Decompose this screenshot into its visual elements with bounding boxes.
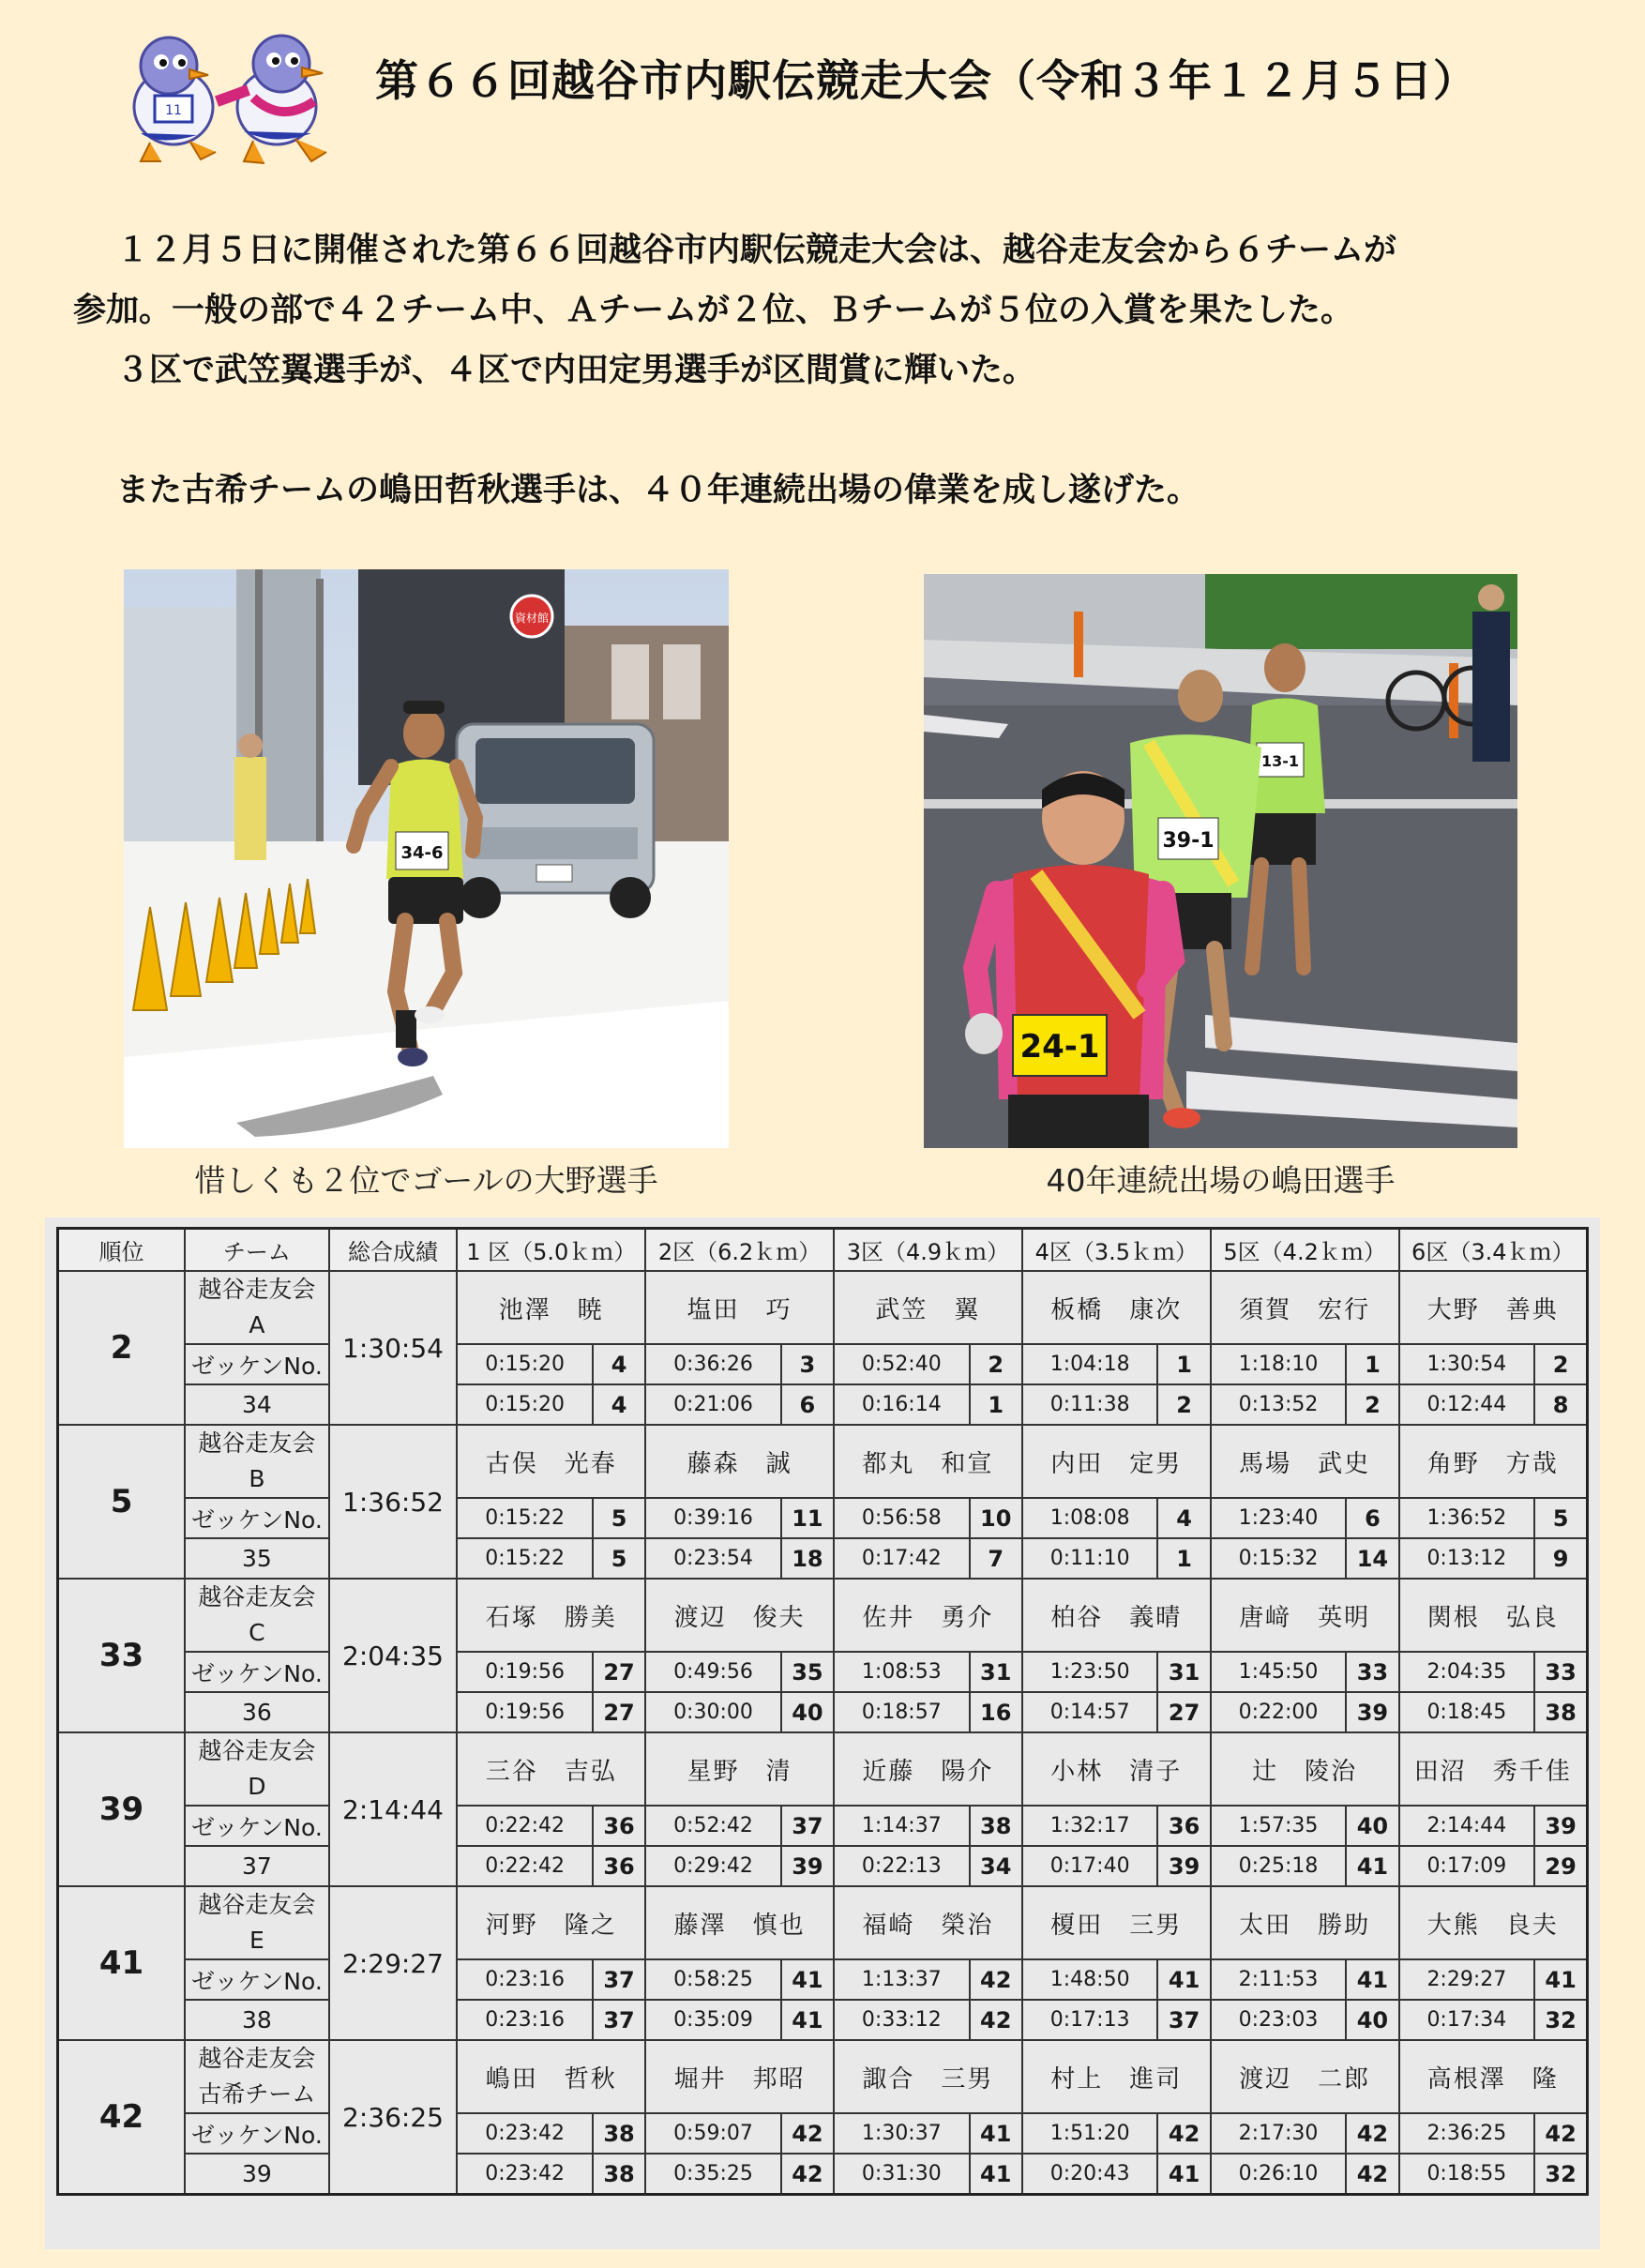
cumulative-position: 41 xyxy=(1157,1959,1210,2000)
runner-name: 板橋 康次 xyxy=(1022,1271,1211,1344)
cumulative-position: 37 xyxy=(593,1959,645,2000)
lap-position: 39 xyxy=(781,1846,834,1886)
team-runner-row xyxy=(58,2040,1588,2113)
cumulative-position: 1 xyxy=(1346,1344,1398,1384)
lap-position: 40 xyxy=(1346,2000,1398,2040)
cumulative-position: 33 xyxy=(1534,1652,1587,1692)
article-body xyxy=(73,220,1592,521)
cumulative-position: 31 xyxy=(970,1652,1022,1692)
article-line-4: また古希チームの嶋田哲秋選手は、４０年連続出場の偉業を成し遂げた。 xyxy=(116,472,1200,509)
cumulative-time: 0:49:56 xyxy=(645,1652,781,1692)
runner-name: 榎田 三男 xyxy=(1022,1886,1211,1959)
cumulative-position: 41 xyxy=(1346,1959,1398,2000)
team-name-cell xyxy=(185,1271,329,1344)
mascot-illustration xyxy=(103,21,347,171)
lap-time: 0:17:42 xyxy=(834,1538,970,1579)
runner-name: 柏谷 義晴 xyxy=(1022,1579,1211,1652)
lap-time: 0:17:34 xyxy=(1399,2000,1535,2040)
lap-position: 18 xyxy=(781,1538,834,1579)
team-name-cell xyxy=(185,1425,329,1498)
lap-time: 0:18:55 xyxy=(1399,2154,1535,2195)
lap-position: 41 xyxy=(1346,1846,1398,1886)
team-total-time: 2:04:35 xyxy=(329,1579,458,1732)
team-name-cell xyxy=(185,1732,329,1806)
runner-name: 高根澤 隆 xyxy=(1399,2040,1588,2113)
lap-time: 0:13:52 xyxy=(1211,1384,1347,1425)
lap-position: 39 xyxy=(1346,1692,1398,1732)
cumulative-split-row xyxy=(58,1806,1588,1846)
zekken-number: 34 xyxy=(185,1384,329,1425)
cumulative-position: 40 xyxy=(1346,1806,1398,1846)
right-photo-bib3: 13-1 xyxy=(1260,752,1300,770)
lap-time: 0:30:00 xyxy=(645,1692,781,1732)
lap-position: 38 xyxy=(593,2154,645,2195)
header-leg-5: 5区（4.2ｋｍ） xyxy=(1211,1229,1399,1272)
runner-name: 石塚 勝美 xyxy=(457,1579,645,1652)
lap-split-row xyxy=(58,2154,1588,2195)
lap-split-row xyxy=(58,1846,1588,1886)
cumulative-split-row xyxy=(58,1652,1588,1692)
lap-time: 0:14:57 xyxy=(1022,1692,1158,1732)
header-total: 総合成績 xyxy=(329,1229,458,1272)
cumulative-position: 11 xyxy=(781,1498,834,1538)
team-label: D xyxy=(248,1773,266,1800)
lap-split-row xyxy=(58,2000,1588,2040)
cumulative-position: 2 xyxy=(1534,1344,1587,1384)
zekken-label: ゼッケンNo. xyxy=(185,1959,329,2000)
lap-time: 0:23:03 xyxy=(1211,2000,1347,2040)
lap-position: 2 xyxy=(1346,1384,1398,1425)
cumulative-position: 4 xyxy=(1157,1498,1210,1538)
photo-ono-runner xyxy=(124,569,729,1148)
runner-name: 大野 善典 xyxy=(1399,1271,1588,1344)
team-club: 越谷走友会 xyxy=(198,2045,316,2072)
cumulative-position: 42 xyxy=(1534,2113,1587,2154)
cumulative-time: 1:45:50 xyxy=(1211,1652,1347,1692)
cumulative-time: 1:48:50 xyxy=(1022,1959,1158,2000)
cumulative-time: 2:17:30 xyxy=(1211,2113,1347,2154)
cumulative-time: 1:04:18 xyxy=(1022,1344,1158,1384)
cumulative-position: 38 xyxy=(593,2113,645,2154)
team-club: 越谷走友会 xyxy=(198,1737,316,1764)
team-total-time: 2:36:25 xyxy=(329,2040,458,2195)
results-table-container xyxy=(45,1217,1600,2249)
team-rank: 42 xyxy=(58,2040,186,2195)
runner-name: 河野 隆之 xyxy=(457,1886,645,1959)
team-rank: 33 xyxy=(58,1579,186,1732)
lap-position: 6 xyxy=(781,1384,834,1425)
zekken-label: ゼッケンNo. xyxy=(185,1806,329,1846)
cumulative-time: 1:30:54 xyxy=(1399,1344,1535,1384)
runner-name: 村上 進司 xyxy=(1022,2040,1211,2113)
header-leg-4: 4区（3.5ｋｍ） xyxy=(1022,1229,1211,1272)
runner-name: 渡辺 二郎 xyxy=(1211,2040,1399,2113)
team-label: B xyxy=(249,1465,265,1492)
cumulative-time: 1:23:40 xyxy=(1211,1498,1347,1538)
lap-time: 0:26:10 xyxy=(1211,2154,1347,2195)
lap-position: 39 xyxy=(1157,1846,1210,1886)
cumulative-time: 2:04:35 xyxy=(1399,1652,1535,1692)
team-total-time: 2:29:27 xyxy=(329,1886,458,2040)
lap-position: 1 xyxy=(970,1384,1022,1425)
lap-position: 34 xyxy=(970,1846,1022,1886)
cumulative-split-row xyxy=(58,2113,1588,2154)
runner-name: 星野 清 xyxy=(645,1732,834,1806)
lap-time: 0:16:14 xyxy=(834,1384,970,1425)
lap-position: 29 xyxy=(1534,1846,1587,1886)
lap-position: 16 xyxy=(970,1692,1022,1732)
cumulative-time: 1:08:53 xyxy=(834,1652,970,1692)
lap-position: 41 xyxy=(781,2000,834,2040)
lap-time: 0:17:40 xyxy=(1022,1846,1158,1886)
left-photo-bib: 34-6 xyxy=(400,843,444,863)
cumulative-position: 36 xyxy=(593,1806,645,1846)
runner-name: 関根 弘良 xyxy=(1399,1579,1588,1652)
cumulative-split-row xyxy=(58,1959,1588,2000)
lap-time: 0:17:09 xyxy=(1399,1846,1535,1886)
runner-name: 都丸 和宣 xyxy=(834,1425,1022,1498)
lap-position: 41 xyxy=(970,2154,1022,2195)
header-leg-3: 3区（4.9ｋｍ） xyxy=(834,1229,1022,1272)
cumulative-time: 0:15:20 xyxy=(457,1344,593,1384)
runner-name: 角野 方哉 xyxy=(1399,1425,1588,1498)
cumulative-position: 3 xyxy=(781,1344,834,1384)
zekken-number: 37 xyxy=(185,1846,329,1886)
lap-position: 42 xyxy=(1346,2154,1398,2195)
cumulative-position: 2 xyxy=(970,1344,1022,1384)
runner-name: 馬場 武史 xyxy=(1211,1425,1399,1498)
runner-name: 唐﨑 英明 xyxy=(1211,1579,1399,1652)
lap-position: 38 xyxy=(1534,1692,1587,1732)
cumulative-time: 1:13:37 xyxy=(834,1959,970,2000)
lap-time: 0:17:13 xyxy=(1022,2000,1158,2040)
team-total-time: 2:14:44 xyxy=(329,1732,458,1886)
cumulative-time: 2:36:25 xyxy=(1399,2113,1535,2154)
lap-position: 4 xyxy=(593,1384,645,1425)
runner-name: 池澤 暁 xyxy=(457,1271,645,1344)
lap-time: 0:15:20 xyxy=(457,1384,593,1425)
lap-split-row xyxy=(58,1384,1588,1425)
zekken-label: ゼッケンNo. xyxy=(185,1344,329,1384)
cumulative-position: 5 xyxy=(593,1498,645,1538)
zekken-number: 39 xyxy=(185,2154,329,2195)
lap-time: 0:23:54 xyxy=(645,1538,781,1579)
cumulative-time: 1:30:37 xyxy=(834,2113,970,2154)
lap-position: 41 xyxy=(1157,2154,1210,2195)
lap-position: 37 xyxy=(593,2000,645,2040)
team-club: 越谷走友会 xyxy=(198,1429,316,1457)
lap-time: 0:15:22 xyxy=(457,1538,593,1579)
left-photo-caption: 惜しくも２位でゴールの大野選手 xyxy=(194,1162,658,1199)
cumulative-time: 1:18:10 xyxy=(1211,1344,1347,1384)
cumulative-position: 5 xyxy=(1534,1498,1587,1538)
team-name-cell xyxy=(185,2040,329,2113)
lap-position: 27 xyxy=(1157,1692,1210,1732)
cumulative-time: 0:22:42 xyxy=(457,1806,593,1846)
cumulative-position: 41 xyxy=(970,2113,1022,2154)
cumulative-time: 1:23:50 xyxy=(1022,1652,1158,1692)
cumulative-position: 4 xyxy=(593,1344,645,1384)
lap-time: 0:21:06 xyxy=(645,1384,781,1425)
article-line-2: 参加。一般の部で４２チーム中、Ａチームが２位、Ｂチームが５位の入賞を果たした。 xyxy=(73,292,1354,329)
runner-name: 内田 定男 xyxy=(1022,1425,1211,1498)
lap-time: 0:13:12 xyxy=(1399,1538,1535,1579)
lap-time: 0:18:57 xyxy=(834,1692,970,1732)
runner-name: 辻 陵治 xyxy=(1211,1732,1399,1806)
cumulative-time: 2:14:44 xyxy=(1399,1806,1535,1846)
header-rank: 順位 xyxy=(58,1229,186,1272)
team-total-time: 1:36:52 xyxy=(329,1425,458,1579)
cumulative-time: 0:36:26 xyxy=(645,1344,781,1384)
cumulative-time: 1:57:35 xyxy=(1211,1806,1347,1846)
lap-position: 42 xyxy=(781,2154,834,2195)
header-leg-6: 6区（3.4ｋｍ） xyxy=(1399,1229,1588,1272)
team-runner-row xyxy=(58,1425,1588,1498)
team-club: 越谷走友会 xyxy=(198,1583,316,1610)
team-runner-row xyxy=(58,1579,1588,1652)
cumulative-position: 38 xyxy=(970,1806,1022,1846)
runner-name: 渡辺 俊夫 xyxy=(645,1579,834,1652)
lap-time: 0:20:43 xyxy=(1022,2154,1158,2195)
cumulative-time: 0:52:42 xyxy=(645,1806,781,1846)
team-club: 越谷走友会 xyxy=(198,1276,316,1303)
team-label: A xyxy=(249,1311,265,1338)
lap-time: 0:11:10 xyxy=(1022,1538,1158,1579)
lap-time: 0:22:00 xyxy=(1211,1692,1347,1732)
lap-position: 42 xyxy=(970,2000,1022,2040)
cumulative-time: 0:52:40 xyxy=(834,1344,970,1384)
team-label: 古希チーム xyxy=(198,2080,316,2108)
team-runner-row xyxy=(58,1886,1588,1959)
team-runner-row xyxy=(58,1732,1588,1806)
lap-time: 0:33:12 xyxy=(834,2000,970,2040)
cumulative-time: 0:15:22 xyxy=(457,1498,593,1538)
cumulative-time: 1:14:37 xyxy=(834,1806,970,1846)
cumulative-position: 33 xyxy=(1346,1652,1398,1692)
lap-time: 0:22:42 xyxy=(457,1846,593,1886)
lap-position: 5 xyxy=(593,1538,645,1579)
lap-time: 0:23:16 xyxy=(457,2000,593,2040)
lap-time: 0:12:44 xyxy=(1399,1384,1535,1425)
lap-split-row xyxy=(58,1692,1588,1732)
cumulative-time: 0:56:58 xyxy=(834,1498,970,1538)
team-name-cell xyxy=(185,1886,329,1959)
team-total-time: 1:30:54 xyxy=(329,1271,458,1425)
runner-name: 武笠 翼 xyxy=(834,1271,1022,1344)
cumulative-time: 1:51:20 xyxy=(1022,2113,1158,2154)
runner-name: 大熊 良夫 xyxy=(1399,1886,1588,1959)
runner-name: 福崎 榮治 xyxy=(834,1886,1022,1959)
cumulative-time: 0:23:16 xyxy=(457,1959,593,2000)
team-club: 越谷走友会 xyxy=(198,1891,316,1918)
lap-time: 0:35:25 xyxy=(645,2154,781,2195)
right-photo-bib2: 39-1 xyxy=(1162,829,1215,853)
lap-time: 0:11:38 xyxy=(1022,1384,1158,1425)
cumulative-time: 0:19:56 xyxy=(457,1652,593,1692)
cumulative-position: 42 xyxy=(781,2113,834,2154)
runner-name: 佐井 勇介 xyxy=(834,1579,1022,1652)
lap-time: 0:18:45 xyxy=(1399,1692,1535,1732)
cumulative-position: 37 xyxy=(781,1806,834,1846)
team-rank: 2 xyxy=(58,1271,186,1425)
team-rank: 41 xyxy=(58,1886,186,2040)
runner-name: 小林 清子 xyxy=(1022,1732,1211,1806)
lap-position: 1 xyxy=(1157,1538,1210,1579)
cumulative-time: 1:32:17 xyxy=(1022,1806,1158,1846)
lap-position: 36 xyxy=(593,1846,645,1886)
lap-time: 0:29:42 xyxy=(645,1846,781,1886)
lap-position: 32 xyxy=(1534,2154,1587,2195)
article-line-1: １２月５日に開催された第６６回越谷市内駅伝競走大会は、越谷走友会から６チームが xyxy=(116,232,1397,269)
cumulative-position: 42 xyxy=(1346,2113,1398,2154)
lap-position: 37 xyxy=(1157,2000,1210,2040)
article-line-3: ３区で武笠翼選手が、４区で内田定男選手が区間賞に輝いた。 xyxy=(116,352,1036,389)
table-header-row xyxy=(58,1229,1588,1272)
cumulative-time: 0:58:25 xyxy=(645,1959,781,2000)
runner-name: 藤澤 慎也 xyxy=(645,1886,834,1959)
cumulative-time: 2:29:27 xyxy=(1399,1959,1535,2000)
runner-name: 三谷 吉弘 xyxy=(457,1732,645,1806)
photo-shimada-runner xyxy=(924,574,1517,1148)
cumulative-position: 35 xyxy=(781,1652,834,1692)
cumulative-split-row xyxy=(58,1498,1588,1538)
lap-position: 9 xyxy=(1534,1538,1587,1579)
lap-time: 0:15:32 xyxy=(1211,1538,1347,1579)
cumulative-time: 1:08:08 xyxy=(1022,1498,1158,1538)
runner-name: 近藤 陽介 xyxy=(834,1732,1022,1806)
cumulative-position: 42 xyxy=(970,1959,1022,2000)
runner-name: 堀井 邦昭 xyxy=(645,2040,834,2113)
right-photo-caption: 40年連続出場の嶋田選手 xyxy=(1046,1162,1396,1199)
cumulative-position: 39 xyxy=(1534,1806,1587,1846)
results-table xyxy=(56,1227,1589,2196)
cumulative-time: 0:23:42 xyxy=(457,2113,593,2154)
zekken-number: 38 xyxy=(185,2000,329,2040)
cumulative-position: 1 xyxy=(1157,1344,1210,1384)
cumulative-position: 42 xyxy=(1157,2113,1210,2154)
cumulative-position: 6 xyxy=(1346,1498,1398,1538)
zekken-number: 35 xyxy=(185,1538,329,1579)
cumulative-position: 10 xyxy=(970,1498,1022,1538)
runner-name: 塩田 巧 xyxy=(645,1271,834,1344)
runner-name: 諏合 三男 xyxy=(834,2040,1022,2113)
team-rank: 5 xyxy=(58,1425,186,1579)
runner-name: 嶋田 哲秋 xyxy=(457,2040,645,2113)
lap-position: 14 xyxy=(1346,1538,1398,1579)
shop-sign-text: 資材館 xyxy=(514,612,550,625)
cumulative-time: 0:59:07 xyxy=(645,2113,781,2154)
zekken-number: 36 xyxy=(185,1692,329,1732)
team-label: E xyxy=(249,1927,264,1954)
header-leg-1: 1 区（5.0ｋｍ） xyxy=(457,1229,645,1272)
cumulative-position: 36 xyxy=(1157,1806,1210,1846)
cumulative-time: 2:11:53 xyxy=(1211,1959,1347,2000)
runner-name: 田沼 秀千佳 xyxy=(1399,1732,1588,1806)
cumulative-position: 41 xyxy=(1534,1959,1587,2000)
lap-position: 40 xyxy=(781,1692,834,1732)
zekken-label: ゼッケンNo. xyxy=(185,2113,329,2154)
runner-name: 須賀 宏行 xyxy=(1211,1271,1399,1344)
cumulative-position: 27 xyxy=(593,1652,645,1692)
lap-time: 0:31:30 xyxy=(834,2154,970,2195)
right-photo-bib1: 24-1 xyxy=(1019,1028,1100,1066)
runner-name: 太田 勝助 xyxy=(1211,1886,1399,1959)
team-name-cell xyxy=(185,1579,329,1652)
team-label: C xyxy=(249,1619,265,1646)
lap-position: 7 xyxy=(970,1538,1022,1579)
runner-name: 藤森 誠 xyxy=(645,1425,834,1498)
mascot-bib-number: 11 xyxy=(165,103,182,118)
cumulative-time: 0:39:16 xyxy=(645,1498,781,1538)
lap-position: 32 xyxy=(1534,2000,1587,2040)
lap-time: 0:22:13 xyxy=(834,1846,970,1886)
header-leg-2: 2区（6.2ｋｍ） xyxy=(645,1229,834,1272)
cumulative-position: 41 xyxy=(781,1959,834,2000)
lap-time: 0:35:09 xyxy=(645,2000,781,2040)
lap-position: 2 xyxy=(1157,1384,1210,1425)
runner-name: 古俣 光春 xyxy=(457,1425,645,1498)
lap-position: 8 xyxy=(1534,1384,1587,1425)
team-rank: 39 xyxy=(58,1732,186,1886)
lap-time: 0:25:18 xyxy=(1211,1846,1347,1886)
cumulative-time: 1:36:52 xyxy=(1399,1498,1535,1538)
team-runner-row xyxy=(58,1271,1588,1344)
lap-position: 27 xyxy=(593,1692,645,1732)
cumulative-position: 31 xyxy=(1157,1652,1210,1692)
zekken-label: ゼッケンNo. xyxy=(185,1652,329,1692)
zekken-label: ゼッケンNo. xyxy=(185,1498,329,1538)
lap-split-row xyxy=(58,1538,1588,1579)
header-team: チーム xyxy=(185,1229,329,1272)
lap-time: 0:23:42 xyxy=(457,2154,593,2195)
lap-time: 0:19:56 xyxy=(457,1692,593,1732)
page-title: 第６６回越谷市内駅伝競走大会（令和３年１２月５日） xyxy=(375,55,1477,106)
cumulative-split-row xyxy=(58,1344,1588,1384)
